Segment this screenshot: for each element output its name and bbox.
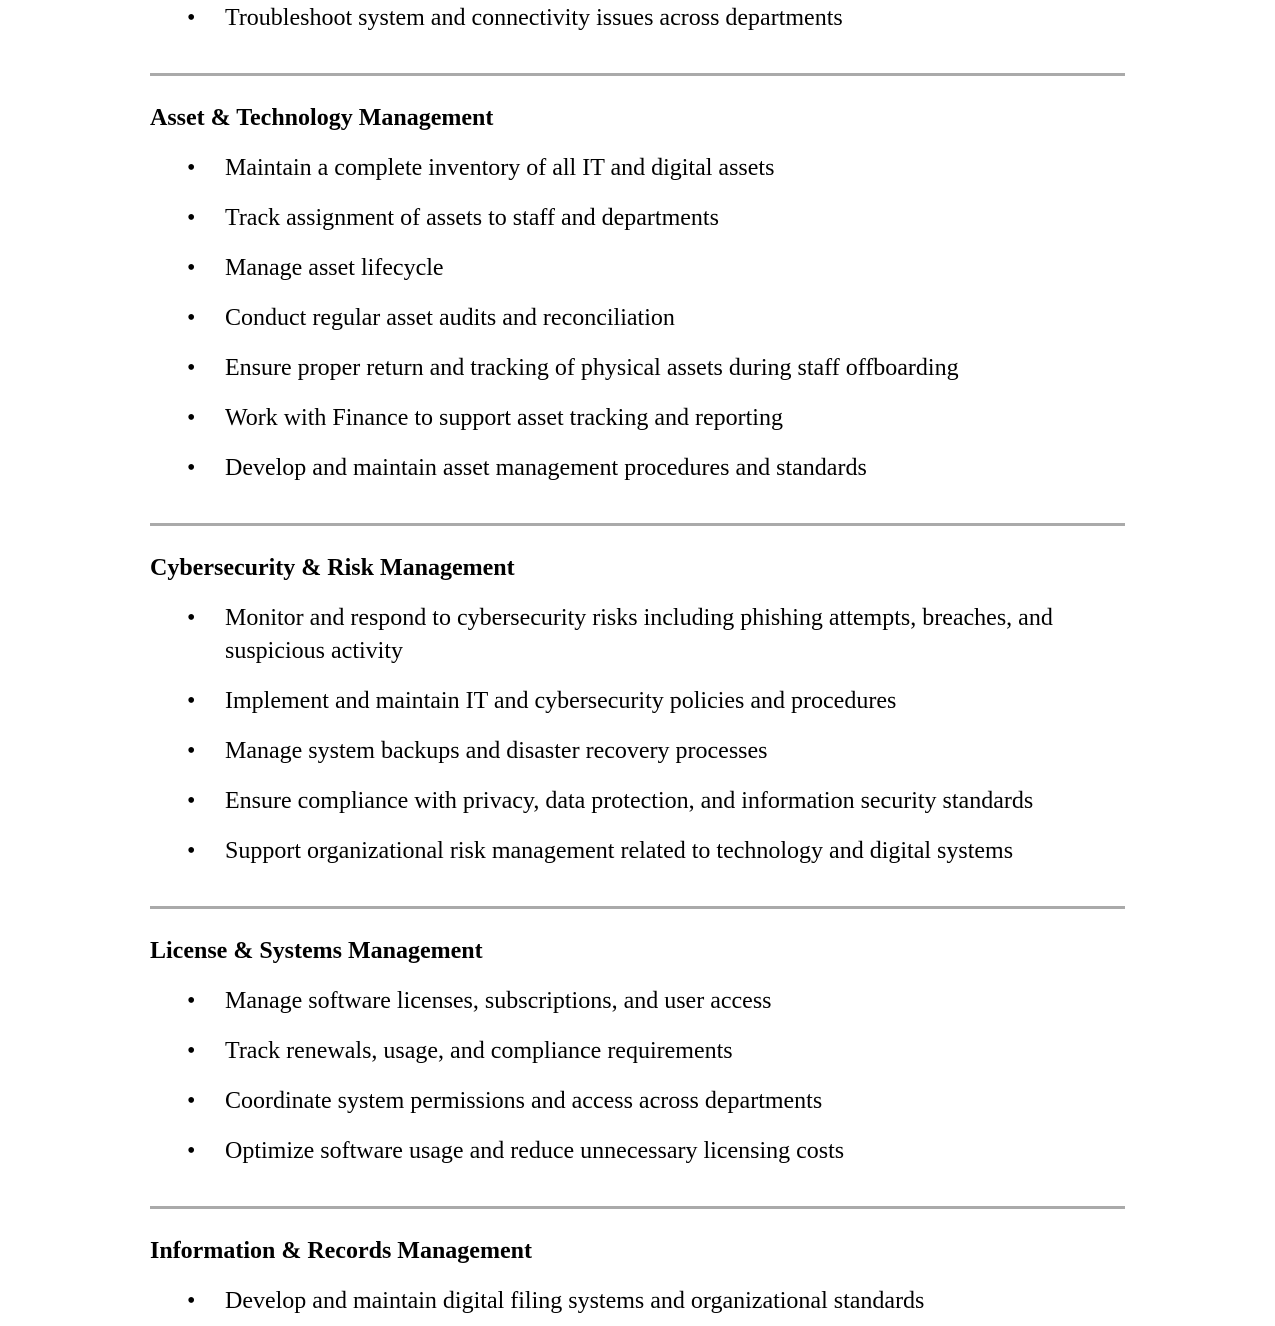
bullet-icon: •: [187, 1038, 196, 1064]
bullet-icon: •: [187, 355, 196, 381]
section-heading-license-systems: License & Systems Management: [150, 938, 483, 964]
list-item: Work with Finance to support asset tracking and reporting: [225, 405, 783, 431]
section-heading-information-records: Information & Records Management: [150, 1238, 532, 1264]
list-item: Support organizational risk management related to technology and digital systems: [225, 838, 1014, 864]
list-item: Track assignment of assets to staff and departments: [225, 205, 719, 231]
bullet-icon: •: [187, 788, 196, 814]
list-item: Troubleshoot system and connectivity issues across departments: [225, 5, 843, 31]
bullet-icon: •: [187, 1088, 196, 1114]
bullet-icon: •: [187, 838, 196, 864]
list-item: Monitor and respond to cybersecurity risks including phishing attempts, breaches, and suspicious activity: [225, 605, 1053, 664]
list-item: Maintain a complete inventory of all IT and digital assets: [225, 155, 775, 181]
section-heading-asset-technology: Asset & Technology Management: [150, 105, 494, 131]
bullet-icon: •: [187, 688, 196, 714]
bullet-icon: •: [187, 5, 196, 31]
list-item: Develop and maintain digital filing systems and organizational standards: [225, 1288, 925, 1314]
bullet-icon: •: [187, 305, 196, 331]
bullet-icon: •: [187, 1138, 196, 1164]
bullet-icon: •: [187, 1288, 196, 1314]
section-divider: [150, 1206, 1125, 1209]
bullet-icon: •: [187, 455, 196, 481]
bullet-icon: •: [187, 988, 196, 1014]
bullet-icon: •: [187, 738, 196, 764]
bullet-icon: •: [187, 605, 196, 631]
list-item: Conduct regular asset audits and reconciliation: [225, 305, 675, 331]
section-divider: [150, 523, 1125, 526]
list-item: Implement and maintain IT and cybersecurity policies and procedures: [225, 688, 897, 714]
bullet-icon: •: [187, 205, 196, 231]
bullet-icon: •: [187, 405, 196, 431]
bullet-icon: •: [187, 155, 196, 181]
list-item: Ensure proper return and tracking of physical assets during staff offboarding: [225, 355, 959, 381]
section-divider: [150, 906, 1125, 909]
list-item: Optimize software usage and reduce unnecessary licensing costs: [225, 1138, 845, 1164]
list-item: Ensure compliance with privacy, data protection, and information security standards: [225, 788, 1034, 814]
section-heading-cybersecurity-risk: Cybersecurity & Risk Management: [150, 555, 515, 581]
list-item: Manage software licenses, subscriptions, and user access: [225, 988, 772, 1014]
list-item: Coordinate system permissions and access across departments: [225, 1088, 823, 1114]
list-item: Manage asset lifecycle: [225, 255, 444, 281]
list-item: Manage system backups and disaster recovery processes: [225, 738, 768, 764]
list-item: Track renewals, usage, and compliance requirements: [225, 1038, 733, 1064]
section-divider: [150, 73, 1125, 76]
list-item: Develop and maintain asset management procedures and standards: [225, 455, 867, 481]
bullet-icon: •: [187, 255, 196, 281]
